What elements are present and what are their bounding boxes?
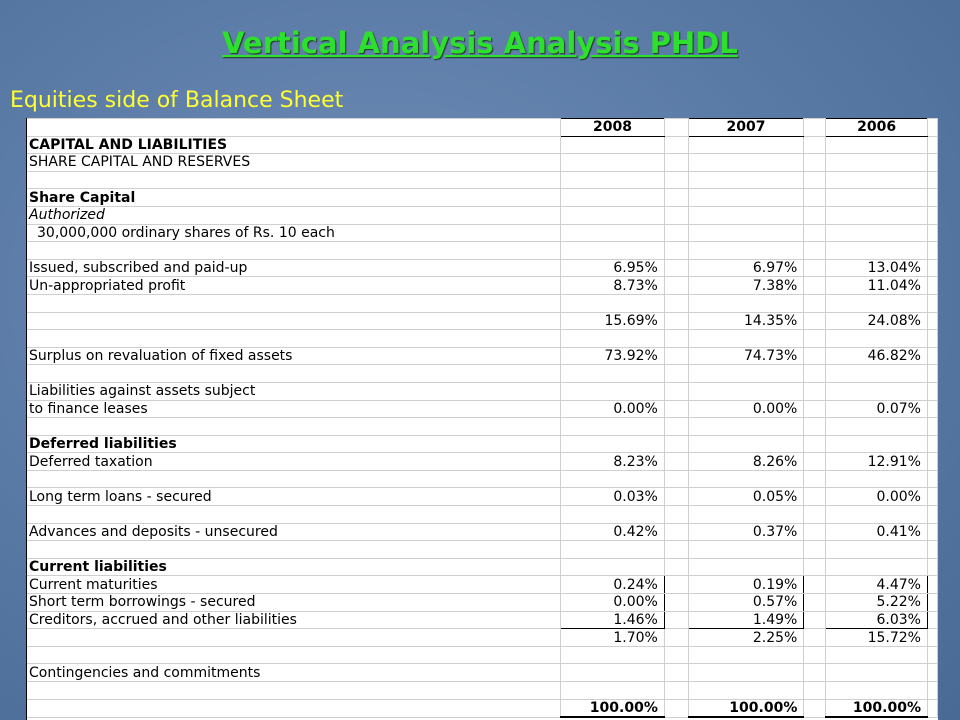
value-cell-2007 xyxy=(688,664,804,682)
value-cell-2006 xyxy=(826,382,928,400)
row-label: Deferred liabilities xyxy=(27,435,561,453)
spacer-cell xyxy=(927,682,937,700)
value-cell-2007 xyxy=(688,365,804,383)
value-cell-2006 xyxy=(826,506,928,524)
spacer-cell xyxy=(664,629,688,647)
table-row xyxy=(27,189,938,207)
table-row xyxy=(27,400,938,418)
row-label: CAPITAL AND LIABILITIES xyxy=(27,136,561,154)
value-cell-2006 xyxy=(826,224,928,242)
value-cell-2007: 2.25% xyxy=(688,629,804,647)
spacer-cell xyxy=(664,611,688,629)
row-label: Long term loans - secured xyxy=(27,488,561,506)
table-row xyxy=(27,646,938,664)
table-header-row xyxy=(27,119,938,137)
value-cell-2008 xyxy=(561,558,665,576)
spacer-cell xyxy=(927,206,937,224)
value-cell-2007: 0.05% xyxy=(688,488,804,506)
spacer-cell xyxy=(664,435,688,453)
table-row xyxy=(27,277,938,295)
value-cell-2008 xyxy=(561,506,665,524)
table-row xyxy=(27,294,938,312)
row-label xyxy=(27,682,561,700)
row-label: Current liabilities xyxy=(27,558,561,576)
table-row xyxy=(27,629,938,647)
table-row xyxy=(27,558,938,576)
value-cell-2007: 8.26% xyxy=(688,453,804,471)
spacer-cell xyxy=(664,488,688,506)
value-cell-2007: 100.00% xyxy=(688,699,804,717)
value-cell-2006: 13.04% xyxy=(826,259,928,277)
row-label xyxy=(27,699,561,717)
spacer-cell xyxy=(804,171,826,189)
value-cell-2008: 0.00% xyxy=(561,400,665,418)
value-cell-2006 xyxy=(826,136,928,154)
spacer-cell xyxy=(927,382,937,400)
spacer-cell xyxy=(927,594,937,612)
spacer-cell xyxy=(664,277,688,295)
spacer-cell xyxy=(804,541,826,559)
spacer-cell xyxy=(804,611,826,629)
table-row xyxy=(27,312,938,330)
value-cell-2006 xyxy=(826,154,928,172)
spacer-cell xyxy=(927,277,937,295)
spacer-cell xyxy=(664,646,688,664)
value-cell-2006: 5.22% xyxy=(826,594,928,612)
value-cell-2007 xyxy=(688,154,804,172)
value-cell-2006 xyxy=(826,646,928,664)
spacer-cell xyxy=(927,629,937,647)
spacer-cell xyxy=(804,347,826,365)
value-cell-2007 xyxy=(688,435,804,453)
value-cell-2008: 0.42% xyxy=(561,523,665,541)
value-cell-2007 xyxy=(688,646,804,664)
value-cell-2008 xyxy=(561,136,665,154)
value-cell-2008: 8.73% xyxy=(561,277,665,295)
value-cell-2008 xyxy=(561,470,665,488)
row-label: Share Capital xyxy=(27,189,561,207)
spacer-cell xyxy=(804,312,826,330)
value-cell-2006: 6.03% xyxy=(826,611,928,629)
value-cell-2007: 6.97% xyxy=(688,259,804,277)
value-cell-2007 xyxy=(688,189,804,207)
table-row xyxy=(27,523,938,541)
spacer-cell xyxy=(664,594,688,612)
spacer-cell xyxy=(664,664,688,682)
value-cell-2008: 0.03% xyxy=(561,488,665,506)
value-cell-2008: 73.92% xyxy=(561,347,665,365)
spacer-cell xyxy=(927,330,937,348)
value-cell-2008 xyxy=(561,294,665,312)
value-cell-2007: 1.49% xyxy=(688,611,804,629)
row-label xyxy=(27,312,561,330)
row-label: SHARE CAPITAL AND RESERVES xyxy=(27,154,561,172)
table-row xyxy=(27,347,938,365)
spacer-cell xyxy=(927,400,937,418)
spacer-cell xyxy=(664,171,688,189)
row-label: Creditors, accrued and other liabilities xyxy=(27,611,561,629)
spacer-cell xyxy=(927,365,937,383)
slide-subtitle: Equities side of Balance Sheet xyxy=(10,88,344,113)
value-cell-2006: 11.04% xyxy=(826,277,928,295)
spacer-cell xyxy=(664,523,688,541)
spacer-cell xyxy=(664,558,688,576)
spacer-cell xyxy=(664,699,688,717)
spacer-cell xyxy=(804,506,826,524)
table-row xyxy=(27,224,938,242)
spacer-cell xyxy=(804,294,826,312)
spacer-cell xyxy=(927,259,937,277)
spacer-cell xyxy=(664,312,688,330)
value-cell-2007 xyxy=(688,382,804,400)
row-label xyxy=(27,365,561,383)
value-cell-2006: 4.47% xyxy=(826,576,928,594)
spacer-cell xyxy=(927,189,937,207)
spacer-cell xyxy=(804,682,826,700)
spacer-cell xyxy=(927,541,937,559)
row-label xyxy=(27,294,561,312)
value-cell-2007 xyxy=(688,418,804,436)
spacer-cell xyxy=(664,576,688,594)
table-row xyxy=(27,488,938,506)
row-label xyxy=(27,242,561,260)
spacer-cell xyxy=(804,365,826,383)
spacer-cell xyxy=(664,206,688,224)
spacer-cell xyxy=(804,242,826,260)
spacer-cell xyxy=(664,154,688,172)
value-cell-2008 xyxy=(561,646,665,664)
spacer-cell xyxy=(927,119,937,137)
year-header-2008: 2008 xyxy=(561,119,665,137)
spacer-cell xyxy=(804,224,826,242)
value-cell-2008 xyxy=(561,189,665,207)
spacer-cell xyxy=(664,400,688,418)
value-cell-2007 xyxy=(688,136,804,154)
spacer-cell xyxy=(927,312,937,330)
value-cell-2008: 0.24% xyxy=(561,576,665,594)
spacer-cell xyxy=(664,330,688,348)
table-row xyxy=(27,171,938,189)
value-cell-2008 xyxy=(561,330,665,348)
table-row xyxy=(27,682,938,700)
value-cell-2008 xyxy=(561,171,665,189)
spacer-cell xyxy=(804,523,826,541)
table-row xyxy=(27,576,938,594)
spacer-cell xyxy=(664,136,688,154)
table-row xyxy=(27,365,938,383)
row-label: to finance leases xyxy=(27,400,561,418)
value-cell-2006: 24.08% xyxy=(826,312,928,330)
value-cell-2008 xyxy=(561,435,665,453)
spacer-cell xyxy=(664,365,688,383)
value-cell-2006: 15.72% xyxy=(826,629,928,647)
table-row xyxy=(27,435,938,453)
value-cell-2007: 0.00% xyxy=(688,400,804,418)
spacer-cell xyxy=(804,558,826,576)
value-cell-2007 xyxy=(688,224,804,242)
year-header-2006: 2006 xyxy=(826,119,928,137)
row-label: Liabilities against assets subject xyxy=(27,382,561,400)
spacer-cell xyxy=(927,506,937,524)
row-label xyxy=(27,629,561,647)
value-cell-2008 xyxy=(561,154,665,172)
value-cell-2006 xyxy=(826,435,928,453)
row-label: Issued, subscribed and paid-up xyxy=(27,259,561,277)
row-label: Surplus on revaluation of fixed assets xyxy=(27,347,561,365)
table-row xyxy=(27,242,938,260)
table-row xyxy=(27,664,938,682)
table-row xyxy=(27,382,938,400)
value-cell-2007: 74.73% xyxy=(688,347,804,365)
row-label xyxy=(27,541,561,559)
row-label xyxy=(27,418,561,436)
slide-title: Vertical Analysis Analysis PHDL xyxy=(222,26,738,60)
spacer-cell xyxy=(664,453,688,471)
value-cell-2006 xyxy=(826,330,928,348)
table-row xyxy=(27,136,938,154)
row-label: Short term borrowings - secured xyxy=(27,594,561,612)
value-cell-2007: 0.57% xyxy=(688,594,804,612)
spacer-cell xyxy=(804,119,826,137)
table-row xyxy=(27,611,938,629)
spacer-cell xyxy=(804,382,826,400)
spacer-cell xyxy=(927,435,937,453)
spacer-cell xyxy=(804,206,826,224)
value-cell-2006 xyxy=(826,682,928,700)
spacer-cell xyxy=(664,470,688,488)
balance-sheet-table xyxy=(26,118,938,718)
spacer-cell xyxy=(664,224,688,242)
value-cell-2008 xyxy=(561,664,665,682)
value-cell-2008 xyxy=(561,365,665,383)
value-cell-2006 xyxy=(826,558,928,576)
value-cell-2006: 0.00% xyxy=(826,488,928,506)
table-row xyxy=(27,259,938,277)
value-cell-2006: 0.41% xyxy=(826,523,928,541)
value-cell-2007 xyxy=(688,242,804,260)
value-cell-2006 xyxy=(826,171,928,189)
table-row xyxy=(27,330,938,348)
spacer-cell xyxy=(927,171,937,189)
spacer-cell xyxy=(927,294,937,312)
row-label xyxy=(27,646,561,664)
value-cell-2006 xyxy=(826,294,928,312)
spacer-cell xyxy=(804,400,826,418)
value-cell-2006: 100.00% xyxy=(826,699,928,717)
value-cell-2008: 1.46% xyxy=(561,611,665,629)
spacer-cell xyxy=(927,154,937,172)
spacer-cell xyxy=(927,242,937,260)
spacer-cell xyxy=(927,418,937,436)
spacer-cell xyxy=(927,136,937,154)
row-label xyxy=(27,171,561,189)
value-cell-2008 xyxy=(561,682,665,700)
spacer-cell xyxy=(664,189,688,207)
spacer-cell xyxy=(927,488,937,506)
balance-sheet-table-image xyxy=(26,118,938,720)
spacer-cell xyxy=(804,277,826,295)
spacer-cell xyxy=(927,699,937,717)
value-cell-2007 xyxy=(688,470,804,488)
value-cell-2008 xyxy=(561,242,665,260)
value-cell-2008 xyxy=(561,541,665,559)
spacer-cell xyxy=(664,119,688,137)
table-row xyxy=(27,506,938,524)
value-cell-2008: 8.23% xyxy=(561,453,665,471)
value-cell-2007 xyxy=(688,541,804,559)
table-row xyxy=(27,594,938,612)
header-label-cell xyxy=(27,119,561,137)
table-row xyxy=(27,541,938,559)
value-cell-2007 xyxy=(688,558,804,576)
value-cell-2007 xyxy=(688,171,804,189)
year-header-2007: 2007 xyxy=(688,119,804,137)
spacer-cell xyxy=(804,189,826,207)
row-label xyxy=(27,506,561,524)
spacer-cell xyxy=(804,259,826,277)
value-cell-2008 xyxy=(561,418,665,436)
spacer-cell xyxy=(927,523,937,541)
value-cell-2006 xyxy=(826,242,928,260)
value-cell-2007 xyxy=(688,294,804,312)
row-label: Advances and deposits - unsecured xyxy=(27,523,561,541)
spacer-cell xyxy=(804,435,826,453)
value-cell-2006: 46.82% xyxy=(826,347,928,365)
row-label xyxy=(27,470,561,488)
spacer-cell xyxy=(804,629,826,647)
value-cell-2007 xyxy=(688,682,804,700)
spacer-cell xyxy=(664,242,688,260)
value-cell-2006 xyxy=(826,365,928,383)
value-cell-2008: 0.00% xyxy=(561,594,665,612)
spacer-cell xyxy=(804,488,826,506)
spacer-cell xyxy=(804,154,826,172)
value-cell-2007 xyxy=(688,506,804,524)
spacer-cell xyxy=(804,136,826,154)
value-cell-2008: 100.00% xyxy=(561,699,665,717)
spacer-cell xyxy=(804,330,826,348)
value-cell-2007: 0.19% xyxy=(688,576,804,594)
value-cell-2008: 1.70% xyxy=(561,629,665,647)
value-cell-2008 xyxy=(561,382,665,400)
spacer-cell xyxy=(927,558,937,576)
spacer-cell xyxy=(664,418,688,436)
spacer-cell xyxy=(927,347,937,365)
spacer-cell xyxy=(927,453,937,471)
spacer-cell xyxy=(804,470,826,488)
spacer-cell xyxy=(804,576,826,594)
spacer-cell xyxy=(664,682,688,700)
spacer-cell xyxy=(927,576,937,594)
spacer-cell xyxy=(804,418,826,436)
spacer-cell xyxy=(804,699,826,717)
spacer-cell xyxy=(664,382,688,400)
spacer-cell xyxy=(804,594,826,612)
value-cell-2006 xyxy=(826,206,928,224)
row-label: 30,000,000 ordinary shares of Rs. 10 each xyxy=(27,224,561,242)
value-cell-2007 xyxy=(688,330,804,348)
spacer-cell xyxy=(927,664,937,682)
spacer-cell xyxy=(664,259,688,277)
value-cell-2006 xyxy=(826,541,928,559)
spacer-cell xyxy=(927,646,937,664)
table-row xyxy=(27,699,938,717)
table-row xyxy=(27,470,938,488)
value-cell-2008: 15.69% xyxy=(561,312,665,330)
value-cell-2008 xyxy=(561,206,665,224)
spacer-cell xyxy=(804,664,826,682)
value-cell-2006: 12.91% xyxy=(826,453,928,471)
value-cell-2008 xyxy=(561,224,665,242)
table-row xyxy=(27,206,938,224)
value-cell-2006 xyxy=(826,418,928,436)
row-label: Current maturities xyxy=(27,576,561,594)
value-cell-2006 xyxy=(826,470,928,488)
table-row xyxy=(27,154,938,172)
row-label: Deferred taxation xyxy=(27,453,561,471)
table-row xyxy=(27,418,938,436)
row-label xyxy=(27,330,561,348)
spacer-cell xyxy=(664,506,688,524)
spacer-cell xyxy=(664,541,688,559)
spacer-cell xyxy=(664,347,688,365)
spacer-cell xyxy=(927,470,937,488)
value-cell-2007: 7.38% xyxy=(688,277,804,295)
value-cell-2006: 0.07% xyxy=(826,400,928,418)
spacer-cell xyxy=(804,453,826,471)
value-cell-2007 xyxy=(688,206,804,224)
row-label: Contingencies and commitments xyxy=(27,664,561,682)
row-label: Authorized xyxy=(27,206,561,224)
value-cell-2006 xyxy=(826,664,928,682)
row-label: Un-appropriated profit xyxy=(27,277,561,295)
value-cell-2008: 6.95% xyxy=(561,259,665,277)
spacer-cell xyxy=(927,611,937,629)
spacer-cell xyxy=(927,224,937,242)
spacer-cell xyxy=(804,646,826,664)
value-cell-2006 xyxy=(826,189,928,207)
value-cell-2007: 14.35% xyxy=(688,312,804,330)
value-cell-2007: 0.37% xyxy=(688,523,804,541)
sheet-left-border xyxy=(26,118,27,720)
spacer-cell xyxy=(664,294,688,312)
table-row xyxy=(27,453,938,471)
